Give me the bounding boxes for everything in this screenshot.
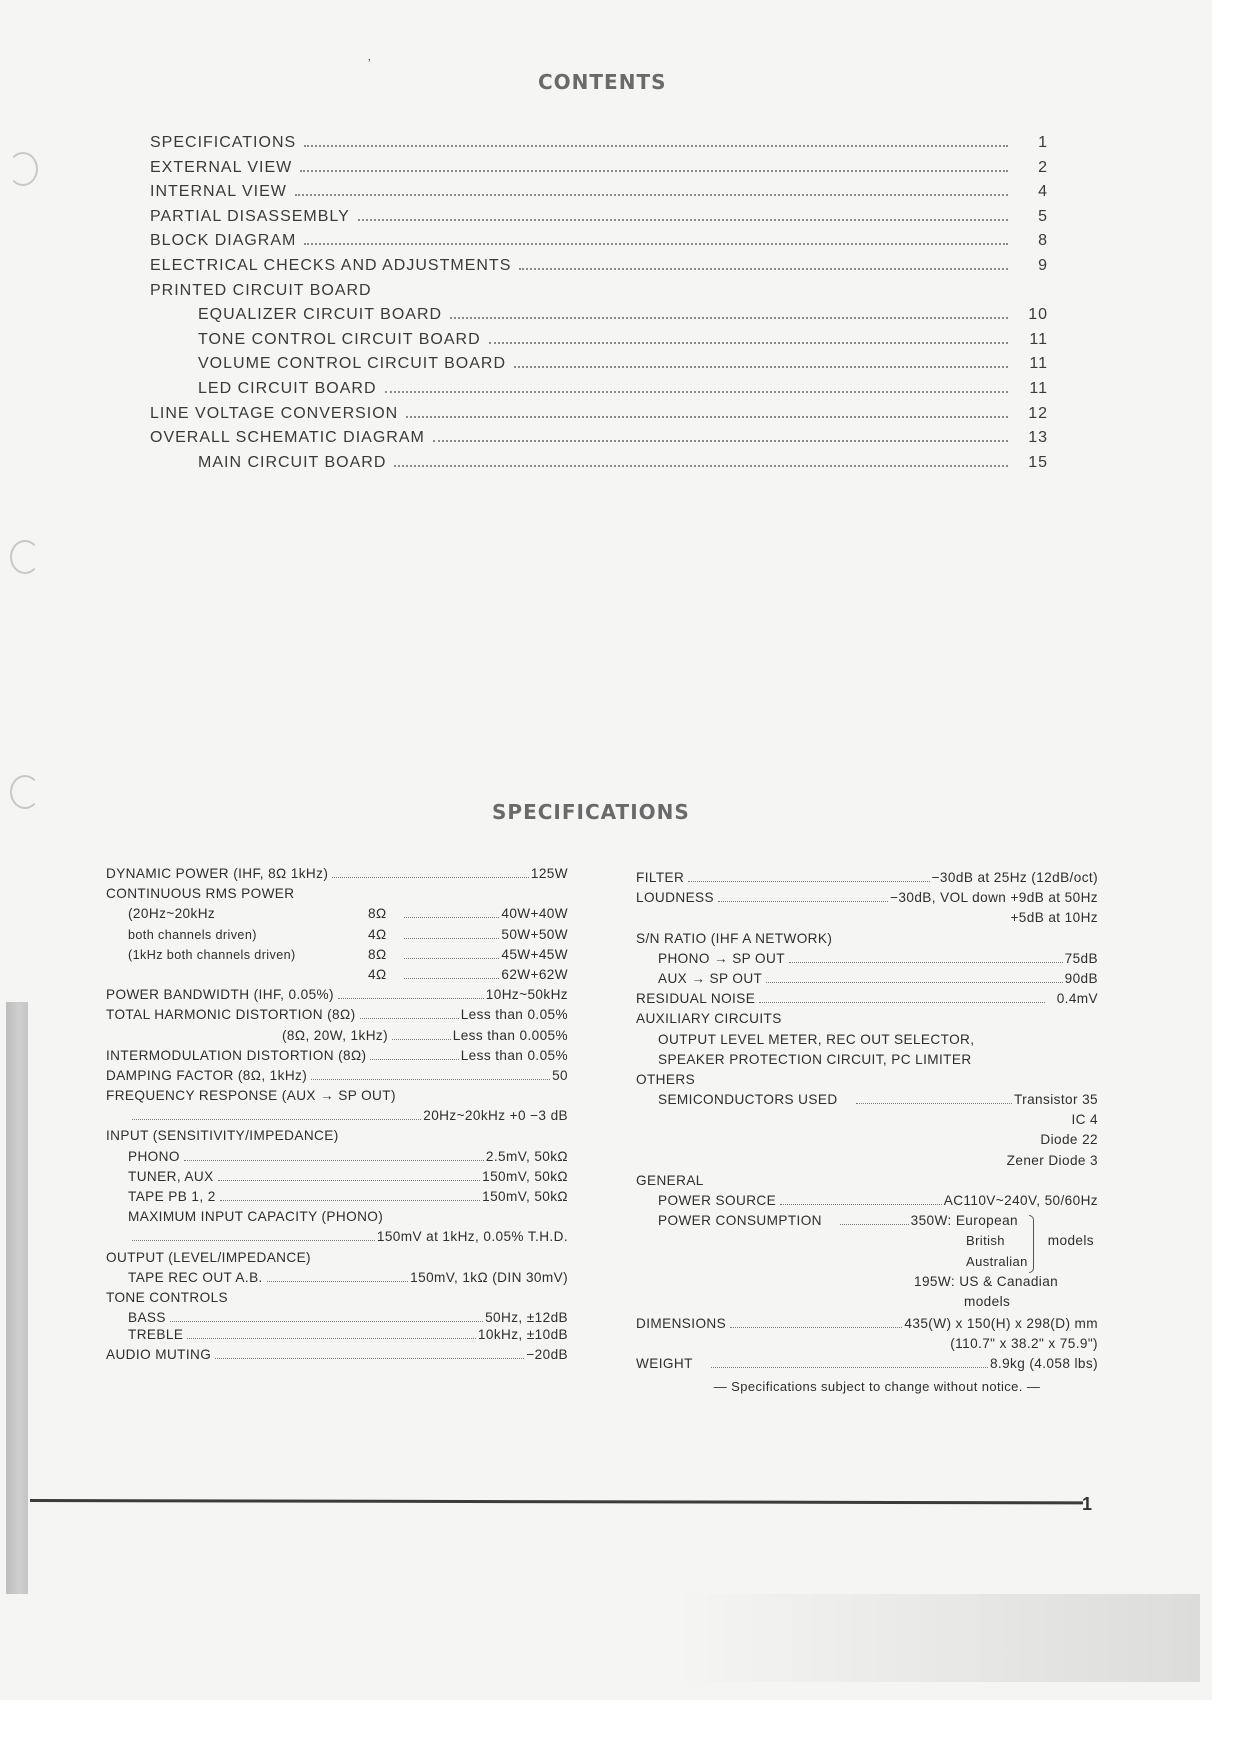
spec-row-continued: Diode 22 [1040,1132,1098,1148]
spec-row: TAPE REC OUT A.B. 150mV, 1kΩ (DIN 30mV) [128,1269,568,1285]
spec-row: 150mV at 1kHz, 0.05% T.H.D. [106,1229,568,1249]
toc-entry[interactable]: EXTERNAL VIEW 2 [150,158,1048,176]
spec-heading: GENERAL [636,1172,704,1188]
spec-text: SPEAKER PROTECTION CIRCUIT, PC LIMITER [658,1051,972,1067]
spec-text: 195W: US & Canadian [914,1273,1059,1289]
punch-hole [10,540,40,574]
toc-entry[interactable]: SPECIFICATIONS 1 [150,134,1048,151]
spec-row: DIMENSIONS 435(W) x 150(H) x 298(D) mm [636,1315,1098,1331]
toc-entry[interactable]: INTERNAL VIEW 4 [150,183,1048,201]
spec-text: British [966,1233,1005,1249]
spec-heading: AUXILIARY CIRCUITS [636,1011,782,1027]
specifications-title: SPECIFICATIONS [492,800,690,824]
spec-row: DYNAMIC POWER (IHF, 8Ω 1kHz) 125W [106,866,568,881]
spec-row: RESIDUAL NOISE 0.4mV [636,991,1098,1007]
spec-heading: INPUT (SENSITIVITY/IMPEDANCE) [106,1128,339,1144]
specs-left-column [106,866,568,1368]
spec-row: INTERMODULATION DISTORTION (8Ω) Less than 0.05% [106,1047,568,1063]
spec-heading: MAXIMUM INPUT CAPACITY (PHONO) [128,1209,384,1225]
spec-row: PHONO → SP OUT 75dB [658,950,1098,966]
spec-row: BASS 50Hz, ±12dB [128,1310,568,1326]
spec-row-continued: Zener Diode 3 [1006,1152,1098,1168]
toc-entry[interactable]: MAIN CIRCUIT BOARD 15 [198,453,1048,471]
spec-heading: TONE CONTROLS [106,1289,229,1305]
spec-row: TOTAL HARMONIC DISTORTION (8Ω) Less than 0.05% [106,1007,568,1023]
binder-strip [6,1002,28,1594]
spec-row-continued: (110.7" x 38.2" x 75.9") [950,1336,1098,1352]
page-number: 1 [1082,1494,1093,1514]
spec-row: both channels driven) 4Ω 50W+50W [128,926,568,942]
punch-hole [8,152,38,186]
spec-row: (8Ω, 20W, 1kHz) Less than 0.005% [282,1027,568,1043]
spec-heading: OUTPUT (LEVEL/IMPEDANCE) [106,1249,311,1265]
spec-row: TREBLE 10kHz, ±10dB [128,1327,568,1343]
spec-row: (20Hz~20kHz 8Ω 40W+40W [128,906,568,922]
spec-row: LOUDNESS −30dB, VOL down +9dB at 50Hz [636,890,1098,906]
toc-section-heading: PRINTED CIRCUIT BOARD [150,281,372,299]
toc-entry[interactable]: PARTIAL DISASSEMBLY 5 [150,207,1048,225]
spec-row: TUNER, AUX 150mV, 50kΩ [128,1168,568,1184]
contents-title: CONTENTS [538,70,667,94]
table-of-contents [150,134,1060,478]
spec-heading: CONTINUOUS RMS POWER [106,886,295,902]
spec-row: TAPE PB 1, 2 150mV, 50kΩ [128,1189,568,1204]
spec-row: DAMPING FACTOR (8Ω, 1kHz) 50 [106,1067,568,1083]
spec-row: POWER CONSUMPTION 350W: European [658,1213,1018,1229]
toc-entry[interactable]: LINE VOLTAGE CONVERSION 12 [150,404,1048,422]
spec-row: 20Hz~20kHz +0 −3 dB [106,1108,568,1128]
toc-entry[interactable]: BLOCK DIAGRAM 8 [150,232,1048,250]
punch-hole [10,775,40,809]
toc-entry[interactable]: LED CIRCUIT BOARD 11 [198,379,1048,397]
power-consumption-block [636,1213,1098,1316]
spec-text: Australian [966,1253,1028,1269]
spec-row: SEMICONDUCTORS USED Transistor 35 [658,1092,1098,1108]
spec-row: PHONO 2.5mV, 50kΩ [128,1148,568,1164]
brace-symbol [1029,1215,1034,1273]
spec-heading: S/N RATIO (IHF A NETWORK) [636,930,833,946]
toc-entry[interactable]: ELECTRICAL CHECKS AND ADJUSTMENTS 9 [150,256,1048,274]
spec-row: 4Ω 62W+62W [368,966,568,982]
spec-row: POWER SOURCE AC110V~240V, 50/60Hz [658,1193,1098,1208]
spec-row-continued: +5dB at 10Hz [1010,910,1098,926]
stray-mark: ʼ [368,58,371,70]
spec-row: WEIGHT 8.9kg (4.058 lbs) [636,1356,1098,1372]
toc-entry[interactable]: VOLUME CONTROL CIRCUIT BOARD 11 [198,355,1048,373]
scan-shadow [30,1594,1200,1682]
spec-row: (1kHz both channels driven) 8Ω 45W+45W [128,946,568,962]
spec-row: POWER BANDWIDTH (IHF, 0.05%) 10Hz~50kHz [106,987,568,1003]
specs-right-column [636,870,1098,1394]
spec-row: FILTER −30dB at 25Hz (12dB/oct) [636,870,1098,885]
spec-heading: OTHERS [636,1071,696,1087]
spec-row: AUDIO MUTING −20dB [106,1347,568,1363]
spec-row: AUX → SP OUT 90dB [658,970,1098,986]
toc-entry[interactable]: OVERALL SCHEMATIC DIAGRAM 13 [150,429,1048,447]
toc-entry[interactable]: EQUALIZER CIRCUIT BOARD 10 [198,306,1048,324]
spec-heading: FREQUENCY RESPONSE (AUX → SP OUT) [106,1088,396,1104]
spec-text: models [964,1293,1011,1309]
footer-rule [30,1499,1083,1504]
spec-text: OUTPUT LEVEL METER, REC OUT SELECTOR, [658,1031,975,1047]
models-label: models [1047,1233,1094,1249]
spec-row-continued: IC 4 [1071,1112,1098,1128]
toc-entry[interactable]: TONE CONTROL CIRCUIT BOARD 11 [198,330,1048,348]
disclaimer-note: — Specifications subject to change without notice. — [713,1378,1041,1394]
